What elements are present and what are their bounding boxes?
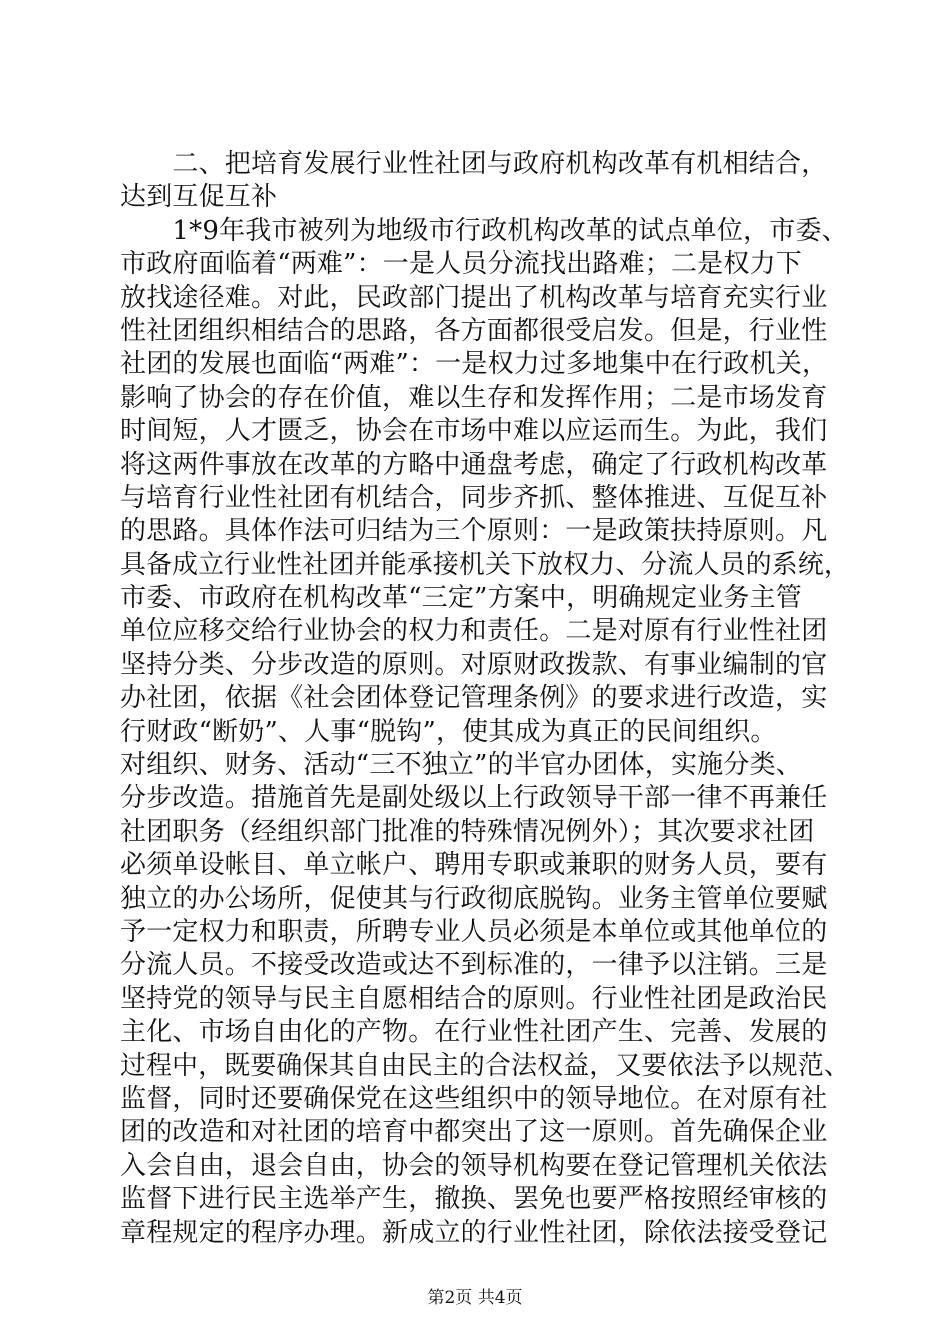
text-line: 的思路。具体作法可归结为三个原则：一是政策扶持原则。凡	[120, 516, 828, 547]
text-line: 对组织、财务、活动“三不独立”的半官办团体，实施分类、	[120, 750, 802, 781]
text-line: 与培育行业性社团有机结合，同步齐抓、整体推进、互促互补	[120, 482, 828, 513]
text-line: 市委、市政府在机构改革“三定”方案中，明确规定业务主管	[120, 583, 802, 614]
text-line: 性社团组织相结合的思路，各方面都很受启发。但是，行业性	[120, 315, 828, 346]
text-line: 将这两件事放在改革的方略中通盘考虑，确定了行政机构改革	[120, 449, 828, 480]
text-line: 分流人员。不接受改造或达不到标准的，一律予以注销。三是	[120, 950, 828, 981]
text-line: 社团的发展也面临“两难”：一是权力过多地集中在行政机关，	[120, 349, 829, 380]
text-line: 分步改造。措施首先是副处级以上行政领导干部一律不再兼任	[120, 783, 828, 814]
text-line: 二、把培育发展行业性社团与政府机构改革有机相结合，	[120, 149, 828, 179]
text-line: 监督下进行民主选举产生，撤换、罢免也要严格按照经审核的	[120, 1184, 828, 1215]
text-line: 监督，同时还要确保党在这些组织中的领导地位。在对原有社	[120, 1083, 828, 1114]
text-line: 1*9年我市被列为地级市行政机构改革的试点单位，市委、	[120, 215, 848, 246]
text-line: 过程中，既要确保其自由民主的合法权益，又要依法予以规范、	[120, 1050, 850, 1081]
text-line: 行财政“断奶”、人事“脱钩”，使其成为真正的民间组织。	[120, 716, 777, 747]
text-line: 达到互促互补	[120, 182, 278, 213]
text-line: 章程规定的程序办理。新成立的行业性社团，除依法接受登记	[120, 1217, 828, 1248]
text-line: 市政府面临着“两难”：一是人员分流找出路难；二是权力下	[120, 249, 802, 280]
text-line: 主化、市场自由化的产物。在行业性社团产生、完善、发展的	[120, 1017, 828, 1048]
text-line: 放找途径难。对此，民政部门提出了机构改革与培育充实行业	[120, 282, 828, 313]
text-line: 时间短，人才匮乏，协会在市场中难以应运而生。为此，我们	[120, 416, 828, 447]
text-line: 具备成立行业性社团并能承接机关下放权力、分流人员的系统，	[120, 549, 850, 580]
text-line: 坚持党的领导与民主自愿相结合的原则。行业性社团是政治民	[120, 983, 828, 1014]
text-line: 单位应移交给行业协会的权力和责任。二是对原有行业性社团	[120, 616, 828, 647]
document-body	[120, 148, 850, 1250]
page-footer: 第2页 共4页	[427, 1288, 523, 1308]
text-line: 团的改造和对社团的培育中都突出了这一原则。首先确保企业	[120, 1117, 828, 1148]
text-line: 坚持分类、分步改造的原则。对原财政拨款、有事业编制的官	[120, 649, 828, 680]
text-line: 独立的办公场所，促使其与行政彻底脱钩。业务主管单位要赋	[120, 883, 828, 914]
text-line: 影响了协会的存在价值，难以生存和发挥作用；二是市场发育	[120, 382, 828, 413]
text-line: 办社团，依据《社会团体登记管理条例》的要求进行改造，实	[120, 683, 828, 714]
text-line: 入会自由，退会自由，协会的领导机构要在登记管理机关依法	[120, 1150, 828, 1181]
text-line: 社团职务（经组织部门批准的特殊情况例外）；其次要求社团	[120, 816, 815, 847]
text-line: 予一定权力和职责，所聘专业人员必须是本单位或其他单位的	[120, 916, 828, 947]
text-line: 必须单设帐目、单立帐户、聘用专职或兼职的财务人员，要有	[120, 850, 828, 881]
